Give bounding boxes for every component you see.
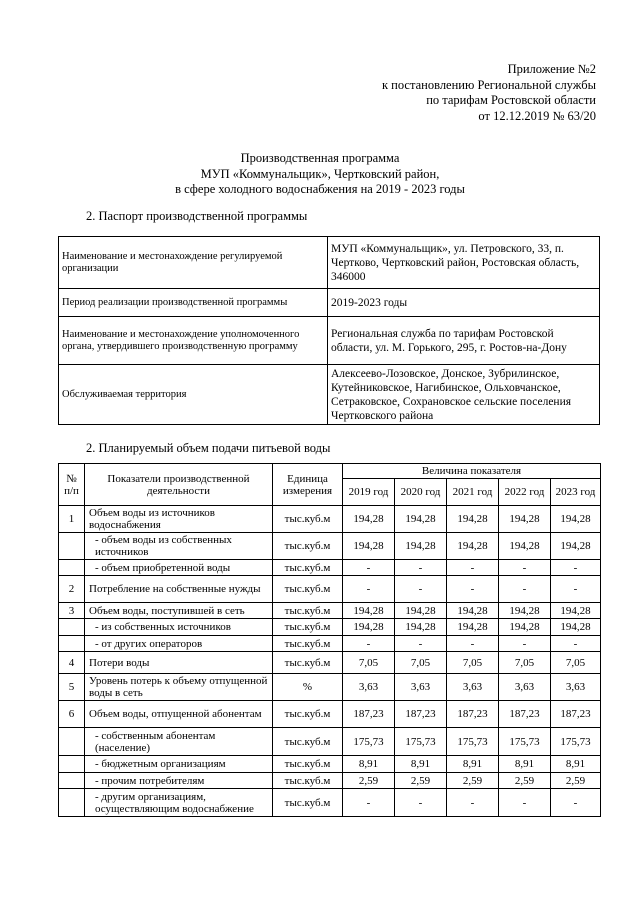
row-value: 194,28 xyxy=(499,533,551,560)
table-row xyxy=(59,506,601,533)
row-value: 175,73 xyxy=(447,728,499,756)
row-value: 175,73 xyxy=(343,728,395,756)
row-value: 2,59 xyxy=(447,773,499,789)
row-unit: тыс.куб.м xyxy=(273,789,343,817)
header-unit: Единица измерения xyxy=(273,464,343,506)
row-value: - xyxy=(447,576,499,603)
row-indicator: - объем воды из собственных источников xyxy=(85,533,273,560)
header-year: 2020 год xyxy=(395,479,447,506)
row-number xyxy=(59,636,85,652)
row-number: 4 xyxy=(59,652,85,674)
passport-value: Региональная служба по тарифам Ростовской области, ул. М. Горького, 295, г. Ростов-на-Дону xyxy=(328,317,600,365)
row-value: 194,28 xyxy=(343,619,395,636)
table-row xyxy=(59,576,601,603)
row-value: 194,28 xyxy=(551,506,601,533)
table-row xyxy=(59,773,601,789)
row-value: 194,28 xyxy=(499,506,551,533)
row-unit: тыс.куб.м xyxy=(273,636,343,652)
row-value: 175,73 xyxy=(395,728,447,756)
row-unit: тыс.куб.м xyxy=(273,506,343,533)
row-value: - xyxy=(551,636,601,652)
row-number xyxy=(59,756,85,773)
table-row xyxy=(59,728,601,756)
table-header-row xyxy=(59,464,601,479)
row-value: 187,23 xyxy=(395,701,447,728)
row-value: - xyxy=(447,789,499,817)
row-value: 194,28 xyxy=(551,619,601,636)
row-value: 7,05 xyxy=(551,652,601,674)
row-unit: тыс.куб.м xyxy=(273,533,343,560)
row-number: 3 xyxy=(59,603,85,619)
row-value: 194,28 xyxy=(395,533,447,560)
row-value: 194,28 xyxy=(499,603,551,619)
passport-key: Период реализации производственной программы xyxy=(59,289,328,317)
row-value: 3,63 xyxy=(395,674,447,701)
row-indicator: Объем воды из источников водоснабжения xyxy=(85,506,273,533)
row-value: - xyxy=(343,576,395,603)
appendix-line-3: по тарифам Ростовской области xyxy=(426,93,596,107)
table-row xyxy=(59,533,601,560)
row-value: 7,05 xyxy=(447,652,499,674)
passport-value: 2019-2023 годы xyxy=(328,289,600,317)
row-value: - xyxy=(551,560,601,576)
row-number xyxy=(59,560,85,576)
row-indicator: Объем воды, поступившей в сеть xyxy=(85,603,273,619)
row-value: 3,63 xyxy=(447,674,499,701)
row-value: 194,28 xyxy=(343,603,395,619)
row-unit: тыс.куб.м xyxy=(273,701,343,728)
document-title xyxy=(0,151,640,198)
row-number xyxy=(59,619,85,636)
row-value: 194,28 xyxy=(447,533,499,560)
row-value: 194,28 xyxy=(395,619,447,636)
row-value: 3,63 xyxy=(551,674,601,701)
row-indicator: Потребление на собственные нужды xyxy=(85,576,273,603)
table-row xyxy=(59,674,601,701)
table-row xyxy=(59,619,601,636)
passport-value: МУП «Коммунальщик», ул. Петровского, 33, п. Чертково, Чертковский район, Ростовская область, 346000 xyxy=(328,237,600,289)
row-value: 7,05 xyxy=(343,652,395,674)
row-value: 194,28 xyxy=(447,603,499,619)
row-value: 2,59 xyxy=(551,773,601,789)
row-value: 8,91 xyxy=(551,756,601,773)
header-value: Величина показателя xyxy=(343,464,601,479)
appendix-line-1: Приложение №2 xyxy=(507,62,596,76)
row-value: 194,28 xyxy=(343,506,395,533)
row-value: 194,28 xyxy=(447,506,499,533)
row-value: 194,28 xyxy=(395,603,447,619)
row-value: - xyxy=(395,560,447,576)
header-year: 2022 год xyxy=(499,479,551,506)
header-year: 2023 год xyxy=(551,479,601,506)
table-row xyxy=(59,636,601,652)
row-indicator: Объем воды, отпущенной абонентам xyxy=(85,701,273,728)
row-value: - xyxy=(395,789,447,817)
row-value: 3,63 xyxy=(343,674,395,701)
row-value: - xyxy=(499,560,551,576)
passport-value: Алексеево-Лозовское, Донское, Зубрилинское, Кутейниковское, Нагибинское, Ольховчанское, Сетраковское, Сохрановское сельские поселения Чертковского района xyxy=(328,365,600,425)
appendix-line-4: от 12.12.2019 № 63/20 xyxy=(478,108,596,123)
row-value: 2,59 xyxy=(395,773,447,789)
row-value: 175,73 xyxy=(499,728,551,756)
row-unit: тыс.куб.м xyxy=(273,619,343,636)
row-unit: тыс.куб.м xyxy=(273,756,343,773)
row-value: - xyxy=(447,636,499,652)
row-value: 7,05 xyxy=(395,652,447,674)
table-row xyxy=(59,237,600,289)
volume-table xyxy=(58,463,601,817)
row-value: - xyxy=(551,789,601,817)
appendix-header xyxy=(382,62,596,124)
row-number xyxy=(59,728,85,756)
row-unit: тыс.куб.м xyxy=(273,576,343,603)
table-row xyxy=(59,603,601,619)
row-value: 3,63 xyxy=(499,674,551,701)
row-unit: тыс.куб.м xyxy=(273,603,343,619)
row-indicator: Потери воды xyxy=(85,652,273,674)
row-unit: тыс.куб.м xyxy=(273,728,343,756)
row-value: 194,28 xyxy=(551,533,601,560)
table-row xyxy=(59,652,601,674)
row-unit: тыс.куб.м xyxy=(273,773,343,789)
row-value: 194,28 xyxy=(499,619,551,636)
section-heading-volume: 2. Планируемый объем подачи питьевой воды xyxy=(86,441,331,455)
row-value: 187,23 xyxy=(551,701,601,728)
row-value: - xyxy=(395,576,447,603)
row-value: 8,91 xyxy=(343,756,395,773)
row-indicator: - другим организациям, осуществляющим водоснабжение xyxy=(85,789,273,817)
row-value: 8,91 xyxy=(447,756,499,773)
row-indicator: Уровень потерь к объему отпущенной воды в сеть xyxy=(85,674,273,701)
table-row xyxy=(59,317,600,365)
row-value: 187,23 xyxy=(447,701,499,728)
table-row xyxy=(59,289,600,317)
row-unit: тыс.куб.м xyxy=(273,652,343,674)
header-year: 2019 год xyxy=(343,479,395,506)
row-unit: тыс.куб.м xyxy=(273,560,343,576)
row-value: - xyxy=(343,636,395,652)
row-value: 2,59 xyxy=(499,773,551,789)
row-value: 175,73 xyxy=(551,728,601,756)
row-value: - xyxy=(343,789,395,817)
row-value: - xyxy=(395,636,447,652)
row-number xyxy=(59,773,85,789)
header-indicator: Показатели производственной деятельности xyxy=(85,464,273,506)
row-value: 8,91 xyxy=(499,756,551,773)
header-num: № п/п xyxy=(59,464,85,506)
table-row xyxy=(59,701,601,728)
title-line-2: МУП «Коммунальщик», Чертковский район, xyxy=(200,166,440,181)
row-value: - xyxy=(499,789,551,817)
row-value: - xyxy=(499,576,551,603)
passport-table xyxy=(58,236,600,425)
row-value: 7,05 xyxy=(499,652,551,674)
header-year: 2021 год xyxy=(447,479,499,506)
row-value: 187,23 xyxy=(343,701,395,728)
row-indicator: - объем приобретенной воды xyxy=(85,560,273,576)
table-row xyxy=(59,789,601,817)
passport-key: Наименование и местонахождение регулируемой организации xyxy=(59,237,328,289)
row-number: 1 xyxy=(59,506,85,533)
title-line-3: в сфере холодного водоснабжения на 2019 - 2023 годы xyxy=(175,182,465,196)
row-value: - xyxy=(343,560,395,576)
title-line-1: Производственная программа xyxy=(240,151,400,165)
row-value: 194,28 xyxy=(551,603,601,619)
row-value: 2,59 xyxy=(343,773,395,789)
row-value: 194,28 xyxy=(447,619,499,636)
section-heading-passport: 2. Паспорт производственной программы xyxy=(86,209,308,223)
row-value: 8,91 xyxy=(395,756,447,773)
row-indicator: - собственным абонентам (население) xyxy=(85,728,273,756)
row-number xyxy=(59,533,85,560)
row-unit: % xyxy=(273,674,343,701)
table-row xyxy=(59,756,601,773)
row-value: - xyxy=(499,636,551,652)
row-number: 2 xyxy=(59,576,85,603)
row-indicator: - бюджетным организациям xyxy=(85,756,273,773)
row-indicator: - прочим потребителям xyxy=(85,773,273,789)
row-value: - xyxy=(447,560,499,576)
row-value: 194,28 xyxy=(343,533,395,560)
row-value: - xyxy=(551,576,601,603)
row-value: 194,28 xyxy=(395,506,447,533)
passport-key: Обслуживаемая территория xyxy=(59,365,328,425)
row-indicator: - из собственных источников xyxy=(85,619,273,636)
row-number: 5 xyxy=(59,674,85,701)
row-number: 6 xyxy=(59,701,85,728)
row-value: 187,23 xyxy=(499,701,551,728)
appendix-line-2: к постановлению Региональной службы xyxy=(381,77,596,92)
table-row xyxy=(59,560,601,576)
row-indicator: - от других операторов xyxy=(85,636,273,652)
table-row xyxy=(59,365,600,425)
passport-key: Наименование и местонахождение уполномоченного органа, утвердившего производственную программу xyxy=(59,317,328,365)
row-number xyxy=(59,789,85,817)
